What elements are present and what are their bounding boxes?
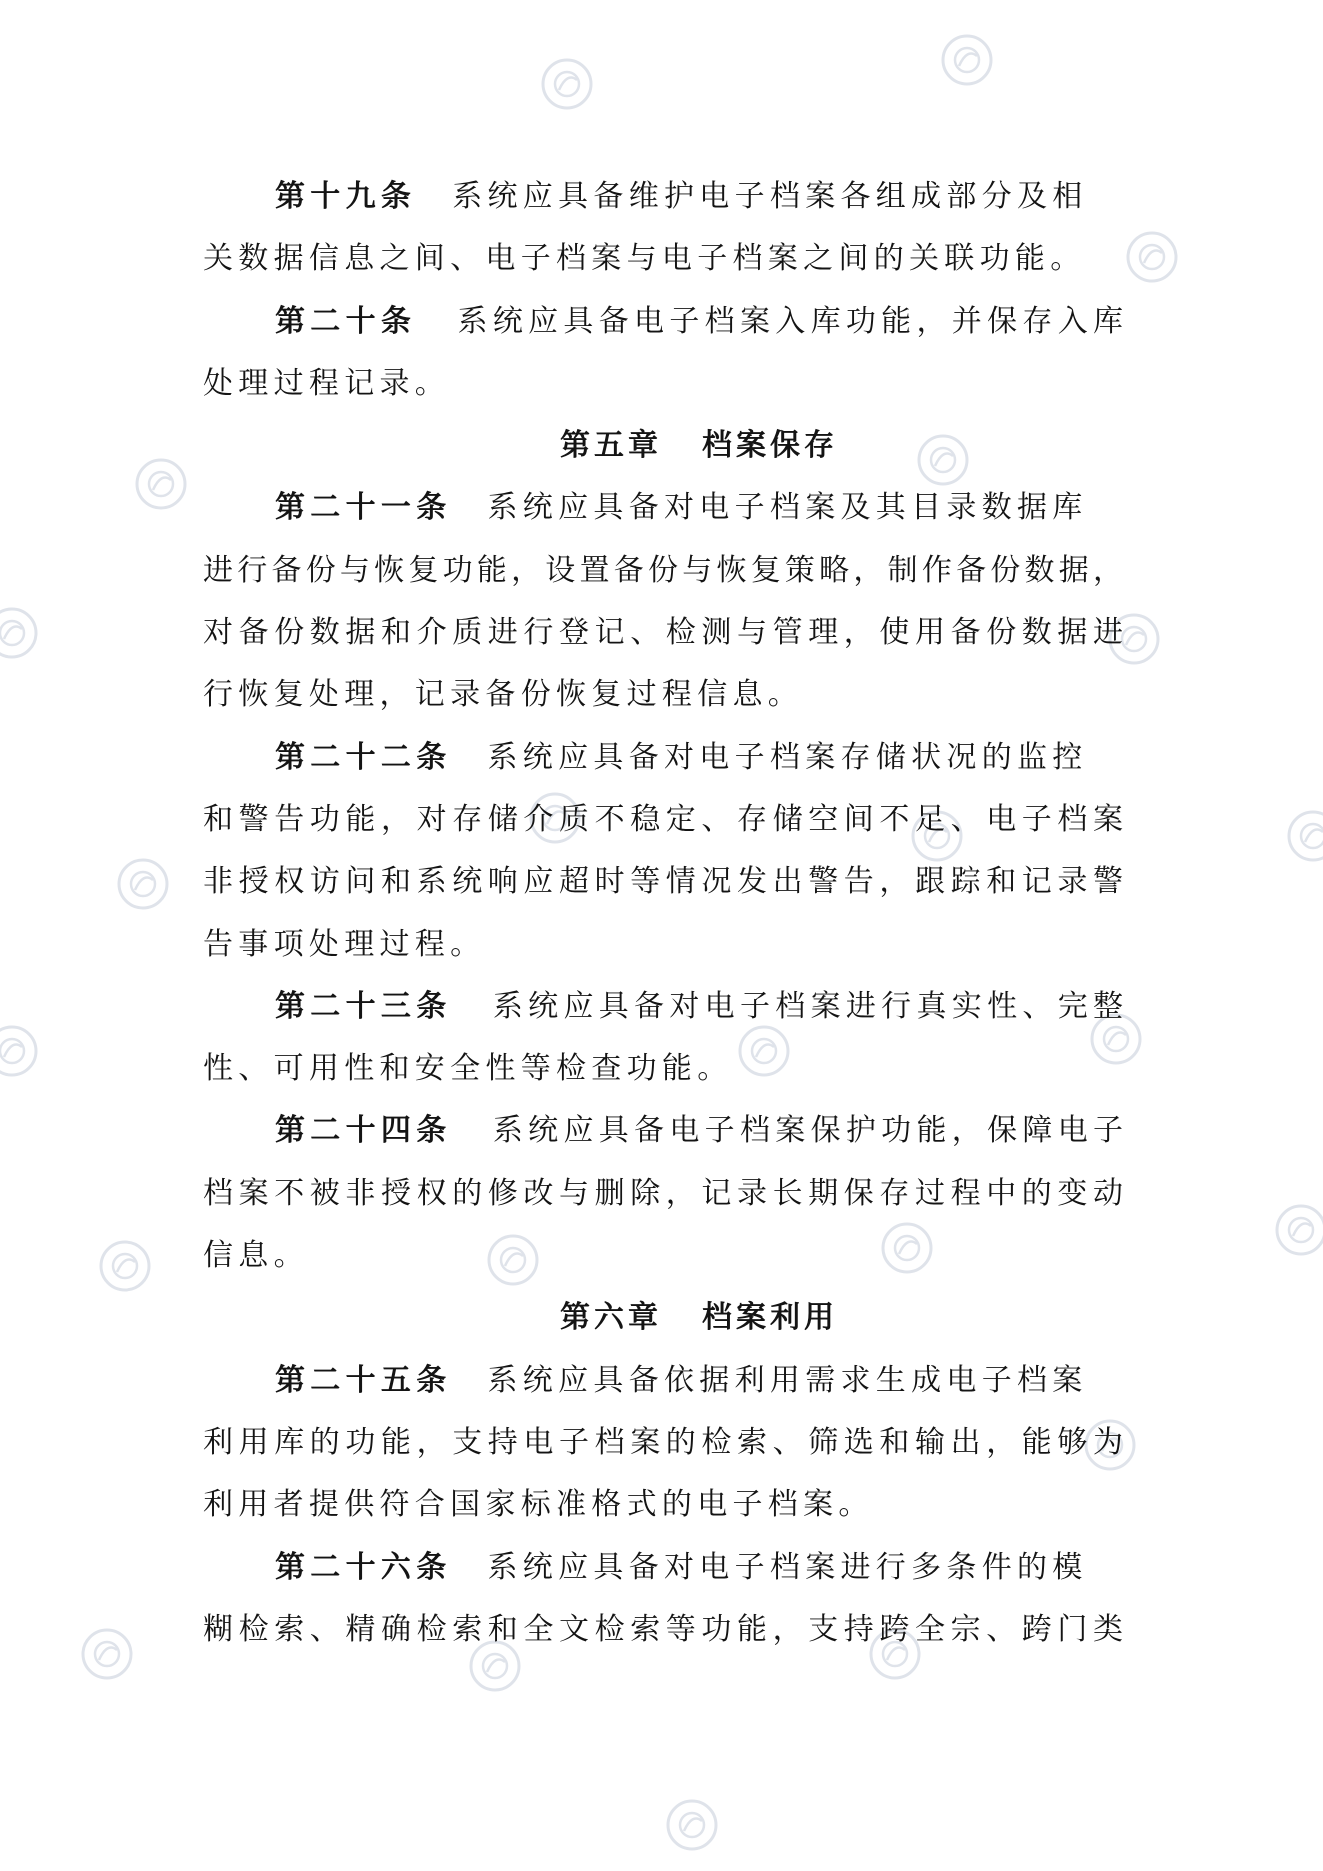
article-text: 系统应具备电子档案保护功能，保障电子: [487, 1113, 1124, 1149]
article-line: 糊检索、精确检索和全文检索等功能，支持跨全宗、跨门类: [203, 1611, 1123, 1647]
article-19: [203, 166, 1123, 291]
article-label: 第二十六条: [275, 1549, 452, 1585]
watermark-logo: [1283, 806, 1323, 866]
watermark-logo: [77, 1624, 137, 1684]
watermark-logo: [0, 603, 42, 663]
chapter-heading-6: [203, 1287, 1123, 1349]
watermark-logo: [937, 30, 997, 90]
article-line: 性、可用性和安全性等检查功能。: [203, 1051, 733, 1087]
watermark-logo: [113, 854, 173, 914]
article-26: [203, 1537, 1123, 1662]
article-line: 信息。: [203, 1238, 309, 1274]
document-body: [203, 166, 1123, 1661]
chapter-number: 第六章: [560, 1300, 662, 1336]
article-label: 第二十四条: [275, 1113, 452, 1149]
article-label: 第二十二条: [275, 739, 452, 775]
article-text: 系统应具备对电子档案进行多条件的模: [487, 1549, 1088, 1585]
label-gap: [452, 1389, 488, 1390]
article-text: 系统应具备维护电子档案各组成部分及相: [452, 179, 1088, 214]
article-first-line: [203, 1350, 1123, 1412]
watermark-logo: [131, 454, 191, 514]
article-line: 告事项处理过程。: [203, 926, 486, 962]
chapter-title: 档案保存: [702, 428, 838, 464]
watermark-logo: [0, 1021, 42, 1081]
label-gap: [416, 330, 452, 331]
article-line: 处理过程记录。: [203, 365, 451, 401]
article-text: 系统应具备电子档案入库功能，并保存入库: [452, 303, 1124, 339]
article-line: 非授权访问和系统响应超时等情况发出警告，跟踪和记录警: [203, 864, 1123, 900]
label-gap: [452, 1139, 488, 1140]
article-label: 第二十三条: [275, 988, 452, 1024]
article-label: 第二十条: [275, 303, 417, 339]
article-line: 利用库的功能，支持电子档案的检索、筛选和输出，能够为: [203, 1424, 1123, 1460]
chapter-heading-5: [203, 415, 1123, 477]
article-first-line: [203, 1100, 1123, 1162]
article-first-line: [203, 291, 1123, 353]
label-gap: [452, 1015, 488, 1016]
watermark-logo: [1271, 1200, 1323, 1260]
article-22: [203, 727, 1123, 976]
article-text: 系统应具备对电子档案进行真实性、完整: [487, 988, 1124, 1024]
watermark-logo: [1122, 227, 1182, 287]
article-text: 系统应具备对电子档案及其目录数据库: [487, 490, 1088, 526]
article-label: 第十九条: [275, 179, 417, 214]
chapter-number: 第五章: [560, 428, 662, 464]
article-23: [203, 976, 1123, 1101]
label-gap: [416, 205, 452, 206]
article-line: 利用者提供符合国家标准格式的电子档案。: [203, 1487, 874, 1523]
article-line: 和警告功能，对存储介质不稳定、存储空间不足、电子档案: [203, 801, 1123, 837]
article-21: [203, 477, 1123, 726]
article-first-line: [203, 166, 1123, 228]
article-first-line: [203, 727, 1123, 789]
watermark-logo: [95, 1236, 155, 1296]
watermark-logo: [662, 1795, 722, 1855]
article-label: 第二十一条: [275, 490, 452, 526]
article-line: 对备份数据和介质进行登记、检测与管理，使用备份数据进: [203, 615, 1123, 651]
chapter-gap: [662, 454, 702, 455]
chapter-gap: [662, 1326, 702, 1327]
article-first-line: [203, 477, 1123, 539]
label-gap: [452, 766, 488, 767]
article-first-line: [203, 1537, 1123, 1599]
article-first-line: [203, 976, 1123, 1038]
article-24: [203, 1100, 1123, 1287]
label-gap: [452, 516, 488, 517]
article-line: 进行备份与恢复功能，设置备份与恢复策略，制作备份数据，: [203, 552, 1123, 588]
article-line: 关数据信息之间、电子档案与电子档案之间的关联功能。: [203, 241, 1086, 277]
chapter-title: 档案利用: [702, 1300, 838, 1336]
article-text: 系统应具备依据利用需求生成电子档案: [487, 1362, 1088, 1398]
article-20: [203, 291, 1123, 416]
label-gap: [452, 1576, 488, 1577]
article-25: [203, 1350, 1123, 1537]
article-label: 第二十五条: [275, 1362, 452, 1398]
article-line: 行恢复处理，记录备份恢复过程信息。: [203, 677, 804, 713]
article-text: 系统应具备对电子档案存储状况的监控: [487, 739, 1088, 775]
watermark-logo: [537, 54, 597, 114]
article-line: 档案不被非授权的修改与删除，记录长期保存过程中的变动: [203, 1175, 1123, 1211]
